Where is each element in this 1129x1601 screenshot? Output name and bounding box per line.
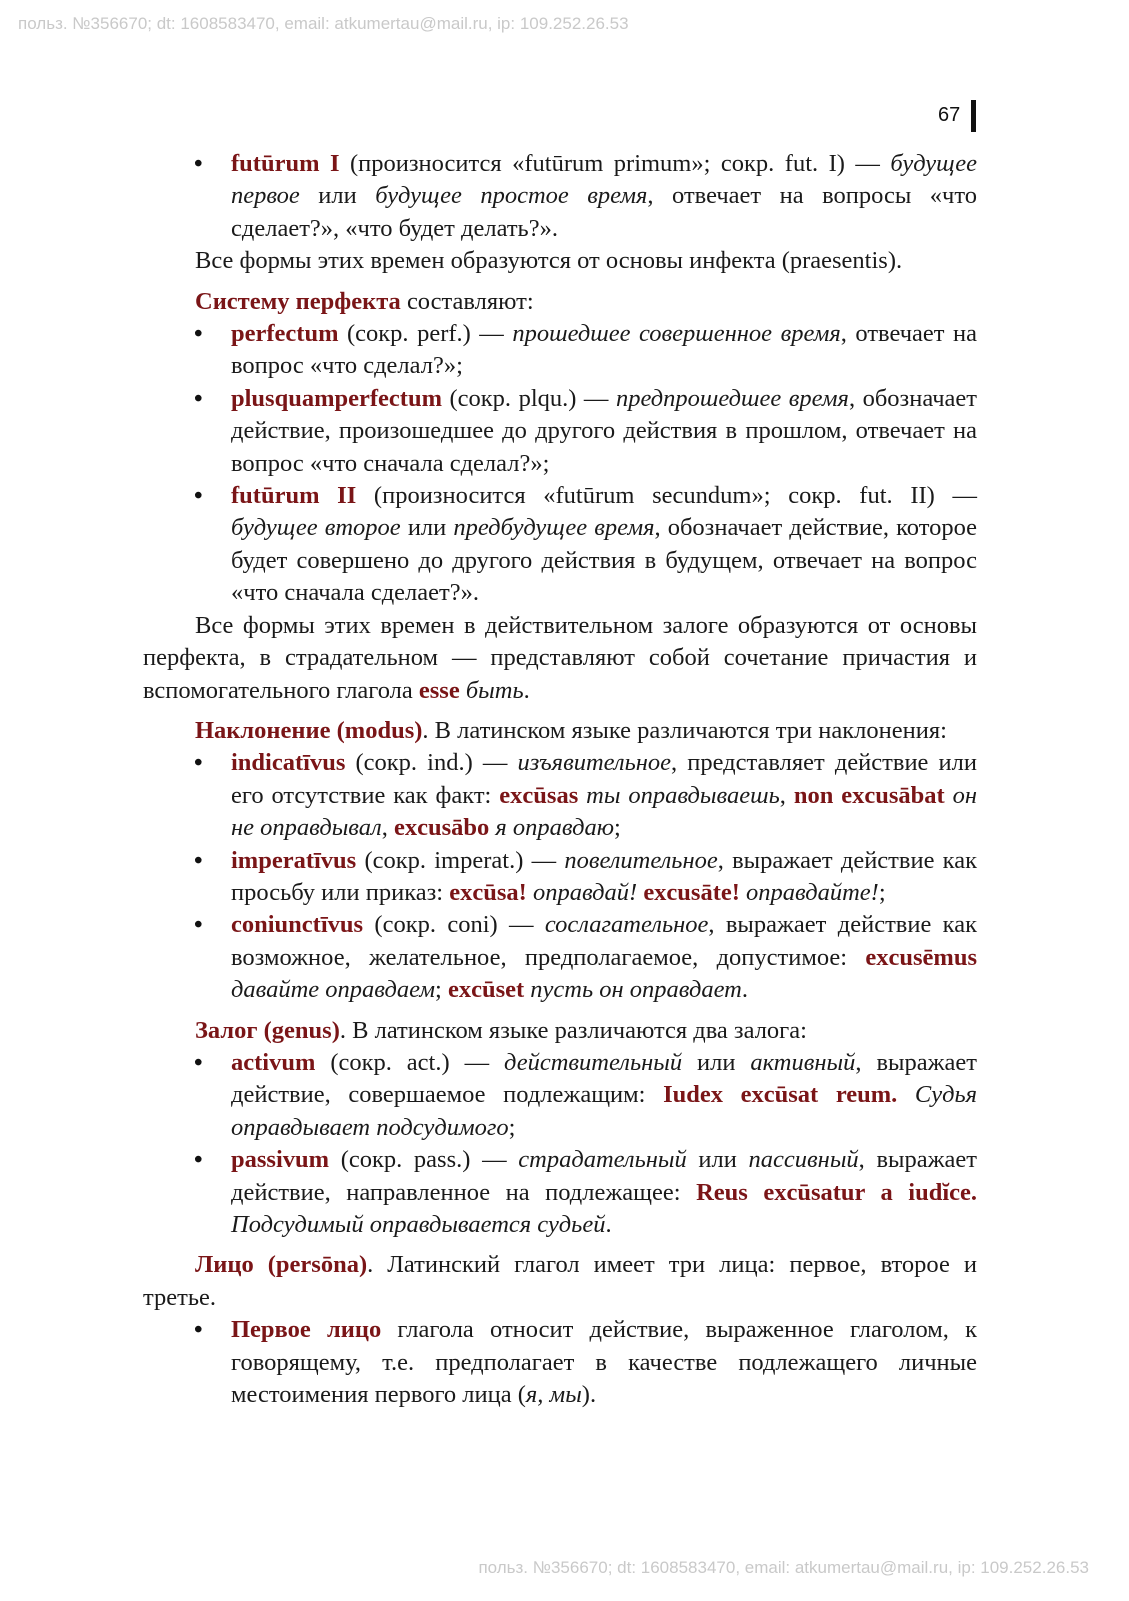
bullet-icon: •	[194, 911, 203, 939]
italic-text: будущее простое время	[375, 182, 648, 210]
italic-text: действительный	[504, 1048, 683, 1076]
term: imperatīvus	[231, 846, 357, 874]
text: ;	[435, 976, 448, 1004]
text: . Латинский глагол имеет три лица: первое, второе и третье.	[143, 1251, 977, 1311]
term: futūrum I	[231, 150, 340, 177]
text: ,	[779, 781, 794, 809]
list-item-activum	[194, 1047, 977, 1144]
term: Лицо (persōna)	[195, 1251, 368, 1279]
text: составляют:	[400, 287, 534, 315]
paragraph-perfect-system	[143, 286, 977, 318]
bullet-icon: •	[194, 1316, 203, 1344]
term: passivum	[231, 1146, 330, 1174]
list-item-first-person	[194, 1314, 977, 1411]
latin-example: excusābo	[393, 814, 490, 842]
text: , выражает действие, совершаемое подлежащим:	[231, 1048, 977, 1109]
italic-text: я, мы	[525, 1381, 582, 1409]
text	[897, 1081, 915, 1108]
text: , выражает действие как возможное, желательное, предполагаемое, допустимое:	[231, 911, 977, 971]
text: или	[686, 1146, 749, 1174]
text: (произносится «futūrum secundum»; сокр. fut. II) —	[356, 482, 977, 510]
text: (сокр. plqu.) —	[441, 384, 616, 412]
bullet-icon: •	[194, 1048, 203, 1076]
paragraph-person	[143, 1249, 977, 1314]
italic-text: оправдай!	[532, 878, 638, 906]
term: perfectum	[231, 320, 339, 348]
text: . В латинском языке различаются два залога:	[339, 1016, 807, 1044]
bullet-icon: •	[194, 320, 203, 348]
italic-text: сослагательное	[544, 911, 709, 939]
italic-text: прошедшее совершенное время	[512, 320, 841, 348]
mood-list	[143, 747, 977, 1006]
text: , обозначает действие, произошедшее до другого действия в прошлом, отвечает на вопрос «что сначала сделал?»;	[231, 384, 977, 477]
italic-text: давайте оправдаем	[231, 976, 436, 1004]
latin-example: excūset	[447, 976, 525, 1004]
text: (произносится «futūrum primum»; сокр. fut. I) —	[339, 150, 891, 177]
term: Первое лицо	[231, 1316, 382, 1344]
text: , обозначает действие, которое будет совершено до другого действия в будущем, отвечает на вопрос «что сначала сделает?».	[231, 514, 978, 607]
italic-text: Подсудимый оправдывается судьей	[231, 1211, 606, 1238]
latin-example: excūsas	[499, 781, 579, 809]
bullet-icon: •	[194, 846, 203, 874]
italic-text: изъявительное	[517, 749, 672, 777]
text: .	[605, 1211, 612, 1238]
text: или	[299, 182, 376, 210]
text: ,	[381, 814, 394, 842]
text	[578, 782, 586, 809]
text: ;	[614, 814, 621, 842]
italic-text: быть	[465, 676, 524, 704]
text	[945, 782, 953, 809]
italic-text: оправдайте!	[746, 878, 879, 906]
italic-text: он не оправдывал	[231, 781, 978, 842]
text: ).	[581, 1381, 597, 1409]
italic-text: активный	[750, 1048, 856, 1076]
latin-example: excusēmus	[865, 943, 977, 971]
term: coniunctīvus	[231, 911, 364, 939]
italic-text: страдательный	[518, 1146, 687, 1174]
list-item-coniunctivus	[194, 909, 977, 1006]
italic-text: пусть он оправдает	[530, 976, 742, 1004]
term: Систему перфекта	[195, 287, 401, 315]
text: (сокр. pass.) —	[329, 1146, 519, 1174]
term: esse	[418, 676, 460, 704]
italic-text: будущее первое	[231, 150, 977, 210]
bullet-icon: •	[194, 384, 203, 412]
italic-text: повелительное	[564, 846, 718, 874]
latin-example: non excusābat	[793, 781, 945, 809]
list-item-perfectum	[194, 318, 977, 383]
text: глагола относит действие, выраженное глаголом, к говорящему, т.е. предполагает в качестве подлежащего личные местоимения первого лица (	[231, 1316, 977, 1409]
list-item-passivum	[194, 1144, 978, 1241]
text: , представляет действие или его отсутствие как факт:	[231, 749, 977, 809]
text: , отвечает на вопрос «что сделал?»;	[231, 320, 977, 380]
text: или	[682, 1048, 751, 1076]
text: . В латинском языке различаются три наклонения:	[422, 716, 947, 744]
page-number-bar	[971, 100, 976, 132]
latin-example: excūsa!	[449, 878, 527, 906]
text: .	[741, 976, 748, 1004]
text: , выражает действие как просьбу или приказ:	[231, 846, 977, 906]
text: , выражает действие, направленное на подлежащее:	[231, 1146, 977, 1206]
list-item-plusquamperfectum	[194, 383, 977, 480]
text: (сокр. coni) —	[363, 911, 545, 939]
voice-list	[143, 1047, 977, 1241]
term: plusquamperfectum	[231, 384, 442, 412]
italic-text: пассивный	[748, 1146, 859, 1174]
bullet-icon: •	[194, 749, 203, 777]
term: indicatīvus	[231, 749, 346, 777]
page-number: 67	[938, 104, 961, 126]
list-item-futurum-2	[194, 480, 978, 610]
text: (сокр. ind.) —	[345, 749, 518, 777]
tense-list-infectum	[143, 148, 977, 245]
text: .	[523, 676, 530, 704]
italic-text: будущее второе	[231, 514, 401, 542]
paragraph-infectum-note: Все формы этих времен образуются от основы инфекта (praesentis).	[195, 247, 903, 275]
text: (сокр. act.) —	[315, 1048, 505, 1076]
watermark-top: польз. №356670; dt: 1608583470, email: atkumertau@mail.ru, ip: 109.252.26.53	[18, 14, 629, 33]
list-item-indicativus	[194, 747, 978, 844]
paragraph-voice	[143, 1015, 977, 1047]
term: futūrum II	[231, 482, 357, 510]
latin-example: Iudex excūsat reum.	[663, 1081, 898, 1109]
text: (сокр. perf.) —	[338, 320, 513, 348]
person-list	[143, 1314, 977, 1411]
bullet-icon: •	[194, 1146, 203, 1174]
italic-text: Судья оправдывает подсудимого	[231, 1081, 977, 1141]
text: ;	[878, 878, 886, 906]
watermark-bottom: польз. №356670; dt: 1608583470, email: atkumertau@mail.ru, ip: 109.252.26.53	[478, 1558, 1089, 1577]
bullet-icon: •	[194, 150, 203, 177]
term: Наклонение (modus)	[195, 716, 423, 744]
list-item-futurum-1	[194, 148, 977, 245]
bullet-icon: •	[194, 482, 203, 510]
text: или	[400, 514, 454, 542]
list-item-imperativus	[194, 845, 977, 910]
term: Залог (genus)	[195, 1016, 340, 1044]
text: ;	[508, 1113, 516, 1141]
italic-text: ты оправдываешь	[586, 781, 780, 809]
italic-text: предпрошедшее время	[615, 384, 849, 412]
paragraph-perfect-forms	[143, 610, 977, 707]
paragraph-mood	[143, 715, 977, 747]
italic-text: предбудущее время	[453, 514, 655, 542]
page-body	[143, 148, 977, 1411]
term: activum	[231, 1048, 316, 1076]
text: (сокр. imperat.) —	[356, 846, 565, 874]
text: , отвечает на вопросы «что сделает?», «что будет делать?».	[231, 182, 977, 242]
latin-example: excusāte!	[643, 878, 740, 906]
tense-list-perfectum	[143, 318, 977, 610]
text: Все формы этих времен в действительном залоге образуются от основы перфекта, в страдательном — представляют собой сочетание причастия и вспомогательного глагола	[143, 611, 977, 704]
latin-example: Reus excūsatur a iudĭce.	[696, 1178, 978, 1206]
italic-text: я оправдаю	[495, 814, 614, 842]
